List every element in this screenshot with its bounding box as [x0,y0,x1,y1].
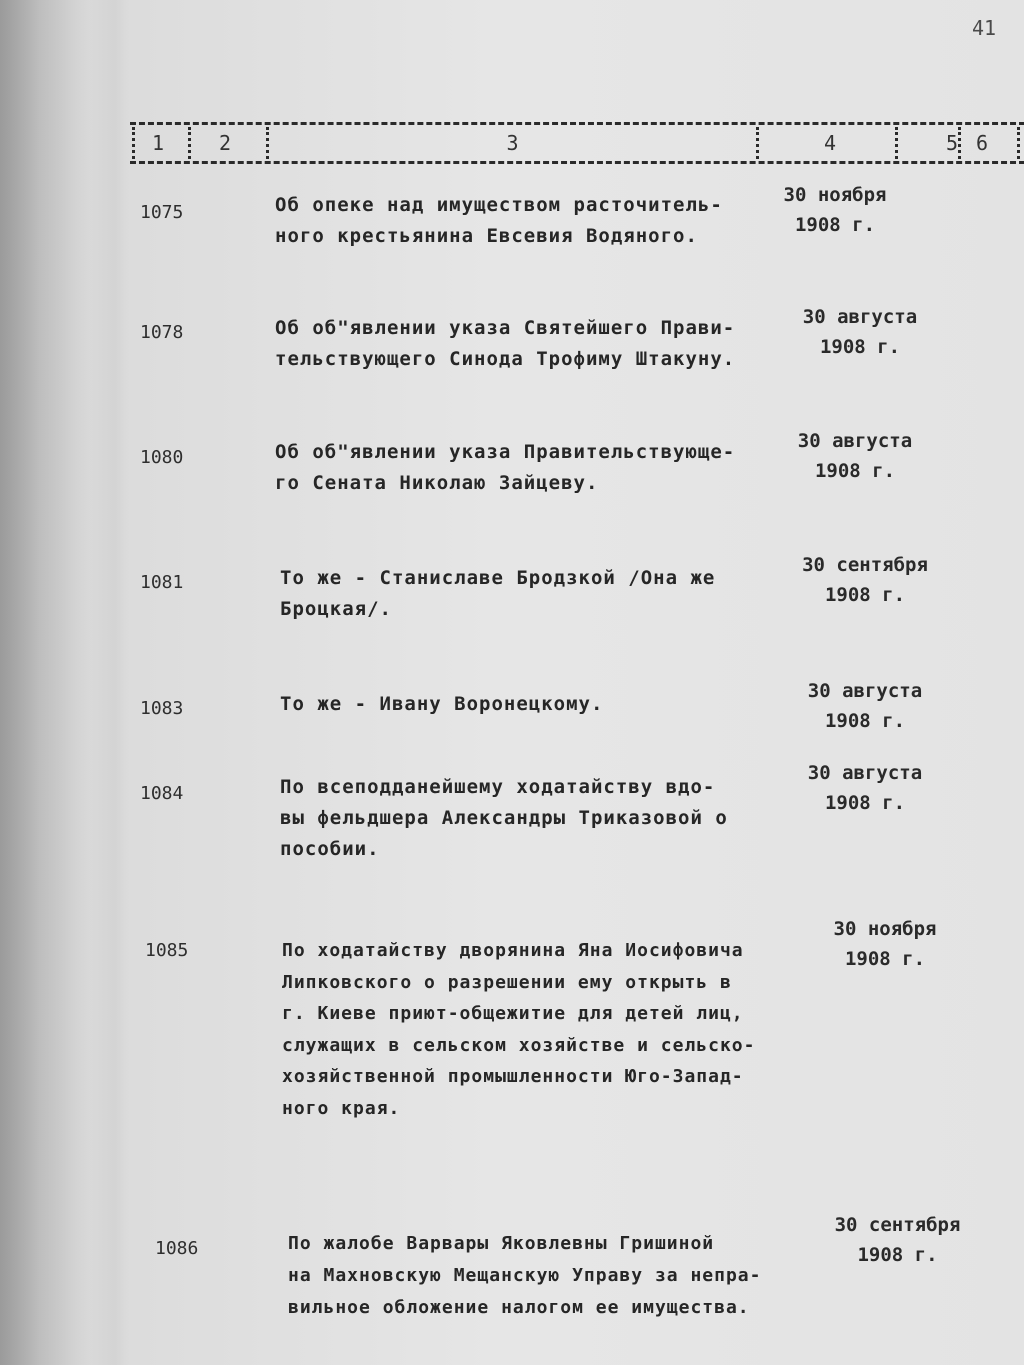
date-year: 1908 г. [844,948,926,970]
date-day-month: 30 ноября [833,918,937,940]
header-col-5: 5 [945,131,958,155]
entry-description [288,1228,761,1324]
header-col-1: 1 [151,131,165,155]
date-year: 1908 г. [824,792,906,814]
header-separator [266,127,269,159]
entry-description [275,190,723,252]
entry-line: тельствующего Синода Трофиму Штакуну. [275,348,736,370]
entry-description [280,563,715,625]
entry-description [275,313,735,375]
entry-line: го Сената Николаю Зайцеву. [275,472,599,494]
header-col-4: 4 [823,131,837,155]
date-day-month: 30 сентября [802,554,928,576]
date-year: 1908 г. [857,1244,938,1266]
entry-line: г. Киеве приют-общежитие для детей лиц, [282,1003,744,1024]
date-year: 1908 г. [819,336,901,358]
header-separator [1017,127,1020,159]
entry-line: Об об"явлении указа Правительствующе- [275,441,736,463]
entry-line: вы фельдшера Александры Триказовой о [280,807,728,829]
entry-date [790,302,930,362]
entry-date [795,758,935,818]
table-header [130,122,1024,164]
entry-line: вильное обложение налогом ее имущества. [288,1297,750,1318]
date-day-month: 30 сентября [834,1214,961,1236]
entry-line: То же - Ивану Воронецкому. [280,693,604,715]
entry-description [282,935,755,1124]
entry-line: пособии. [280,838,380,860]
entry-line: По ходатайству дворянина Яна Иосифовича [282,940,744,961]
date-year: 1908 г. [794,214,876,236]
entry-number: 1075 [140,202,184,223]
entry-number: 1080 [140,447,184,468]
entry-number: 1086 [155,1238,199,1259]
entry-line: ного крестьянина Евсевия Водяного. [275,225,698,247]
entry-line: По всеподданейшему ходатайству вдо- [280,776,716,798]
entry-line: По жалобе Варвары Яковлевны Гришиной [288,1233,715,1254]
entry-line: То же - Станиславе Бродзкой /Она же [280,567,716,589]
entry-line: Об опеке над имуществом расточитель- [275,194,723,216]
date-day-month: 30 августа [807,762,923,784]
entry-line: ного края. [282,1097,401,1119]
date-day-month: 30 августа [807,680,923,702]
date-year: 1908 г. [814,460,896,482]
date-year: 1908 г. [824,710,906,732]
entry-number: 1085 [145,940,189,961]
entry-number: 1083 [140,698,184,719]
entry-line: Броцкая/. [280,598,392,620]
entry-date [770,180,900,240]
entry-number: 1078 [140,322,184,343]
header-separator [895,127,898,159]
entry-number: 1081 [140,572,184,593]
entry-line: на Махновскую Мещанскую Управу за непра- [288,1265,762,1286]
header-col-6: 6 [975,131,989,155]
entry-description [275,437,735,499]
entry-line: Об об"явлении указа Святейшего Прави- [275,317,736,339]
entry-date [790,550,940,610]
entry-date [795,676,935,736]
page-number: 41 [972,16,997,40]
date-day-month: 30 августа [797,430,913,452]
date-day-month: 30 августа [802,306,918,328]
header-col-3: 3 [506,131,519,155]
date-year: 1908 г. [824,584,906,606]
header-separator [132,127,135,159]
binding-shadow [0,0,125,1365]
entry-line: хозяйственной промышленности Юго-Запад- [282,1066,744,1087]
entry-date [790,426,920,486]
entry-description [280,689,603,720]
date-day-month: 30 ноября [783,184,887,206]
header-separator [958,127,961,159]
entry-number: 1084 [140,783,184,804]
entry-description [280,772,728,865]
entry-line: служащих в сельском хозяйстве и сельско- [282,1034,756,1056]
header-col-2: 2 [218,131,232,155]
header-separator [756,127,759,159]
entry-line: Липковского о разрешении ему открыть в [282,971,732,993]
entry-date [820,1210,975,1270]
entry-date [820,914,950,974]
